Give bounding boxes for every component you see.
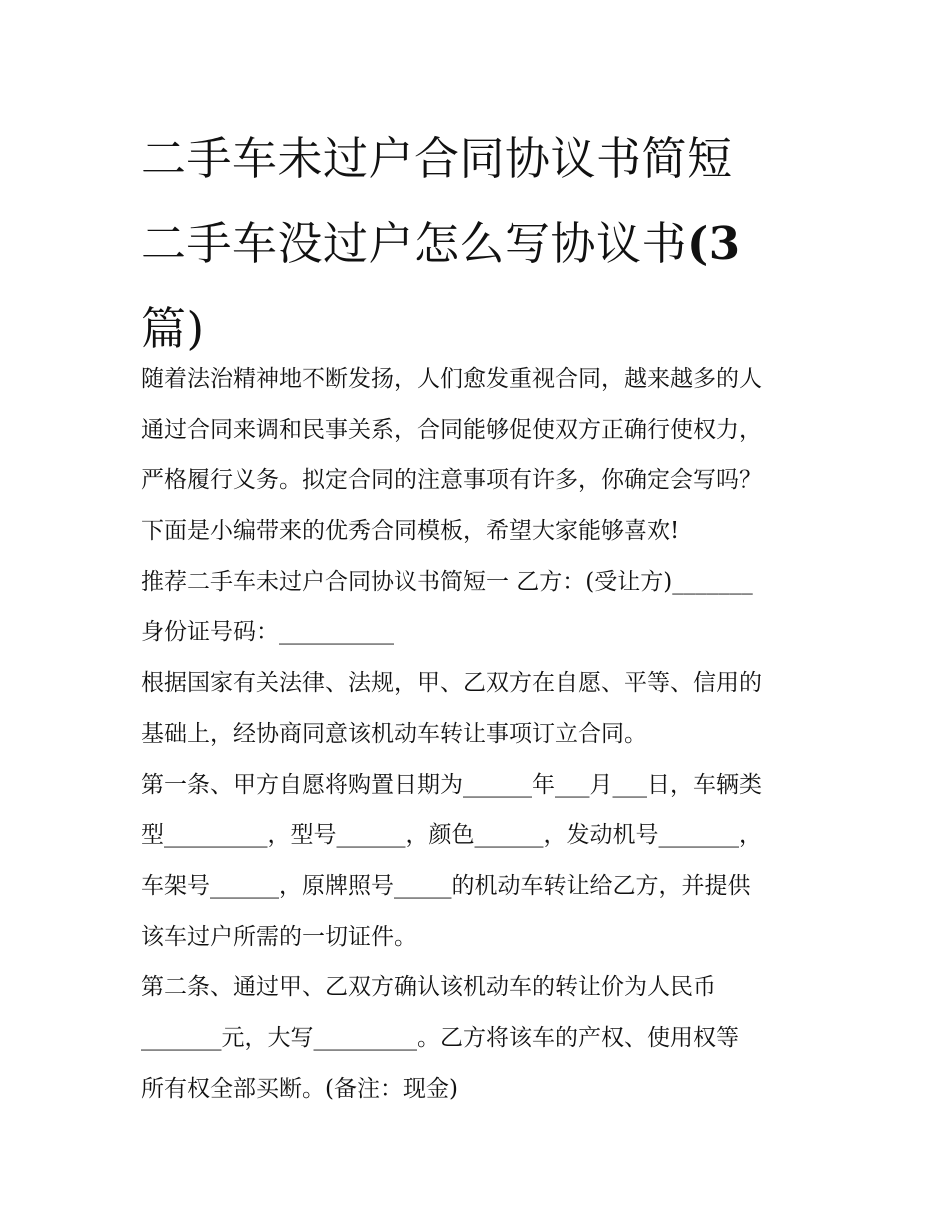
body-line: _______元，大写_________。乙方将该车的产权、使用权等: [141, 1024, 739, 1051]
title-line-1: 二手车未过户合同协议书简短: [141, 132, 733, 185]
body-line: 所有权全部买断。(备注：现金): [141, 1075, 458, 1102]
body-line: 身份证号码：__________: [141, 619, 394, 646]
body-line: 下面是小编带来的优秀合同模板，希望大家能够喜欢!: [141, 518, 680, 545]
body-line: 基础上，经协商同意该机动车转让事项订立合同。: [141, 720, 647, 747]
body-line: 严格履行义务。拟定合同的注意事项有许多，你确定会写吗？: [141, 467, 762, 494]
body-line: 第一条、甲方自愿将购置日期为______年___月___日，车辆类: [141, 771, 762, 798]
title-line-3: 篇): [141, 302, 205, 355]
body-line: 推荐二手车未过户合同协议书简短一 乙方：(受让方)_______: [141, 568, 753, 595]
title-line-2-suffix: (3: [687, 217, 741, 270]
title-line-2: [141, 201, 821, 286]
body-line: 第二条、通过甲、乙双方确认该机动车的转让价为人民币: [141, 974, 716, 1001]
document-body: [141, 354, 821, 1114]
body-line: 通过合同来调和民事关系，合同能够促使双方正确行使权力，: [141, 416, 762, 443]
document-title: [141, 116, 821, 371]
body-line: 根据国家有关法律、法规，甲、乙双方在自愿、平等、信用的: [141, 670, 762, 697]
body-line: 随着法治精神地不断发扬，人们愈发重视合同，越来越多的人: [141, 366, 762, 392]
body-line: 型_________，型号______，颜色______，发动机号_______，: [141, 822, 762, 849]
body-line: 该车过户所需的一切证件。: [141, 923, 417, 950]
title-line-2-text: 二手车没过户怎么写协议书: [141, 217, 688, 270]
body-line: 车架号______，原牌照号_____的机动车转让给乙方，并提供: [141, 872, 751, 899]
